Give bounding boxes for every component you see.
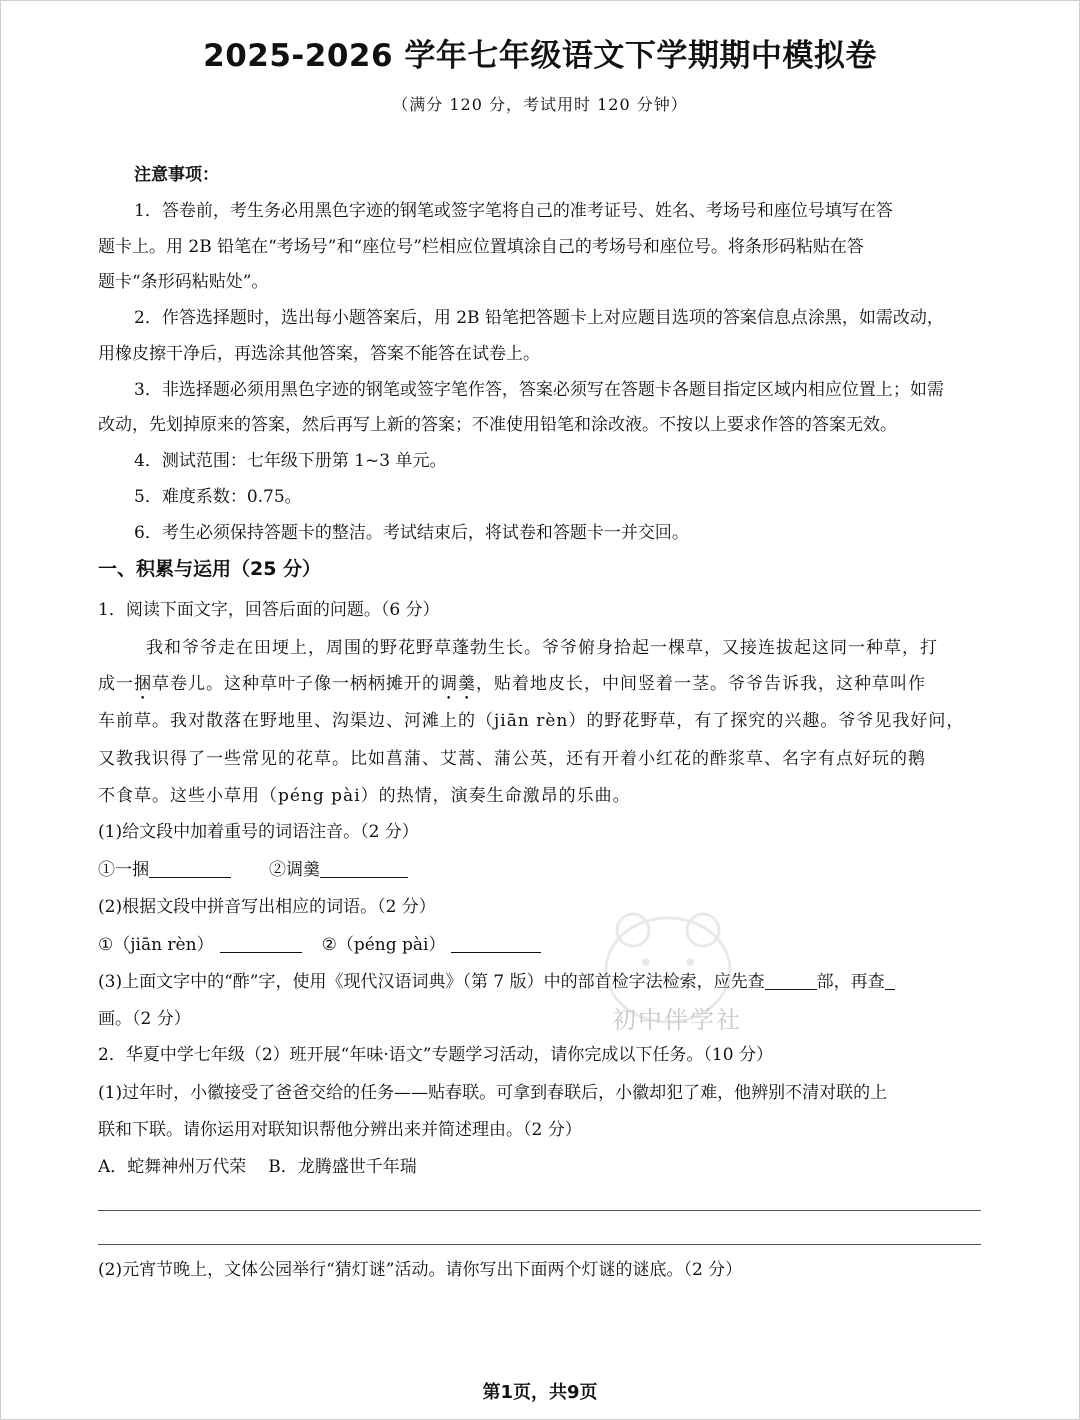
note-line: 3．非选择题必须用黑色字迹的钢笔或签字笔作答，答案必须写在答题卡各题目指定区域内相应位置上；如需 bbox=[134, 380, 944, 400]
answer-label: ②（péng pài） bbox=[321, 935, 446, 955]
question-1-stem: 1．阅读下面文字，回答后面的问题。（6 分） bbox=[98, 600, 440, 620]
sub-question: (1)给文段中加着重号的词语注音。（2 分） bbox=[98, 822, 419, 842]
answer-blank[interactable] bbox=[220, 934, 302, 953]
answer-label: ①一捆 bbox=[98, 860, 149, 880]
note-line: 2．作答选择题时，选出每小题答案后，用 2B 铅笔把答题卡上对应题目选项的答案信息点涂黑，如需改动， bbox=[134, 308, 944, 328]
note-line: 用橡皮擦干净后，再选涂其他答案，答案不能答在试卷上。 bbox=[98, 344, 540, 364]
passage-line: 又教我识得了一些常见的花草。比如菖蒲、艾蒿、蒲公英，还有开着小红花的酢浆草、名字有点好玩的鹅 bbox=[98, 749, 926, 769]
answer-row bbox=[98, 933, 988, 957]
answer-line[interactable] bbox=[98, 1244, 981, 1245]
answer-blank[interactable] bbox=[885, 971, 895, 990]
exam-subtitle: （满分 120 分，考试用时 120 分钟） bbox=[392, 95, 688, 114]
passage-line: 车前草。我对散落在野地里、沟渠边、河滩上的（jiān rèn）的野花野草，有了探究的兴趣。爷爷见我好问， bbox=[98, 711, 965, 731]
watermark-text: 初中伴学社 bbox=[612, 1006, 742, 1034]
note-line: 6．考生必须保持答题卡的整洁。考试结束后，将试卷和答题卡一并交回。 bbox=[134, 523, 689, 543]
note-line: 题卡“条形码粘贴处”。 bbox=[98, 272, 269, 292]
note-line: 改动，先划掉原来的答案，然后再写上新的答案；不准使用铅笔和涂改液。不按以上要求作答的答案无效。 bbox=[98, 415, 897, 435]
passage-line: 成一捆草卷儿。这种草叶子像一柄柄摊开的调羹，贴着地皮长，中间竖着一茎。爷爷告诉我，这种草叫作 bbox=[98, 674, 926, 694]
exam-title: 2025-2026 学年七年级语文下学期期中模拟卷 bbox=[203, 38, 877, 74]
passage-line: 不食草。这些小草用（péng pài）的热情，演奏生命激昂的乐曲。 bbox=[98, 786, 631, 806]
note-line: 题卡上。用 2B 铅笔在“考场号”和“座位号”栏相应位置填涂自己的考场号和座位号。将条形码粘贴在答 bbox=[98, 237, 864, 257]
option-b: B．龙腾盛世千年瑞 bbox=[268, 1157, 417, 1177]
answer-blank[interactable] bbox=[320, 859, 408, 878]
answer-label: ②调羹 bbox=[269, 860, 320, 880]
sub-question: (2)元宵节晚上，文体公园举行“猜灯谜”活动。请你写出下面两个灯谜的谜底。（2 分） bbox=[98, 1260, 743, 1280]
sub-question: (1)过年时，小徽接受了爸爸交给的任务——贴春联。可拿到春联后，小徽却犯了难，他辨别不清对联的上 bbox=[98, 1083, 888, 1103]
sub-question: 联和下联。请你运用对联知识帮他分辨出来并简述理由。（2 分） bbox=[98, 1120, 582, 1140]
emphasis-word-kun: 捆 bbox=[134, 674, 152, 694]
answer-line[interactable] bbox=[98, 1210, 981, 1211]
emphasis-word-tiaogeng: 调羹 bbox=[440, 674, 476, 694]
sub-question: (3)上面文字中的“酢”字，使用《现代汉语词典》（第 7 版）中的部首检字法检索，应先查 部，再查 bbox=[98, 970, 988, 994]
answer-blank[interactable] bbox=[451, 934, 541, 953]
answer-label: ①（jiān rèn） bbox=[98, 935, 214, 955]
answer-row bbox=[98, 858, 988, 882]
note-line: 1．答卷前，考生务必用黑色字迹的钢笔或签字笔将自己的准考证号、姓名、考场号和座位号填写在答 bbox=[134, 201, 893, 221]
note-line: 4．测试范围：七年级下册第 1~3 单元。 bbox=[134, 451, 447, 471]
sub-question: (2)根据文段中拼音写出相应的词语。（2 分） bbox=[98, 897, 436, 917]
answer-blank[interactable] bbox=[149, 859, 231, 878]
option-a: A．蛇舞神州万代荣 bbox=[98, 1157, 247, 1177]
page-number: 第1页，共9页 bbox=[482, 1382, 598, 1403]
options-row bbox=[98, 1155, 988, 1179]
sub-question-cont: 画。（2 分） bbox=[98, 1009, 191, 1029]
notes-heading: 注意事项： bbox=[134, 165, 219, 185]
answer-blank[interactable] bbox=[765, 971, 817, 990]
note-line: 5．难度系数：0.75。 bbox=[134, 487, 302, 507]
section-heading: 一、积累与运用（25 分） bbox=[98, 558, 322, 580]
question-2-stem: 2．华夏中学七年级（2）班开展“年味·语文”专题学习活动，请你完成以下任务。（10 分） bbox=[98, 1045, 773, 1065]
passage-line: 我和爷爷走在田埂上，周围的野花野草蓬勃生长。爷爷俯身拾起一棵草，又接连拔起这同一种草，打 bbox=[146, 638, 938, 658]
